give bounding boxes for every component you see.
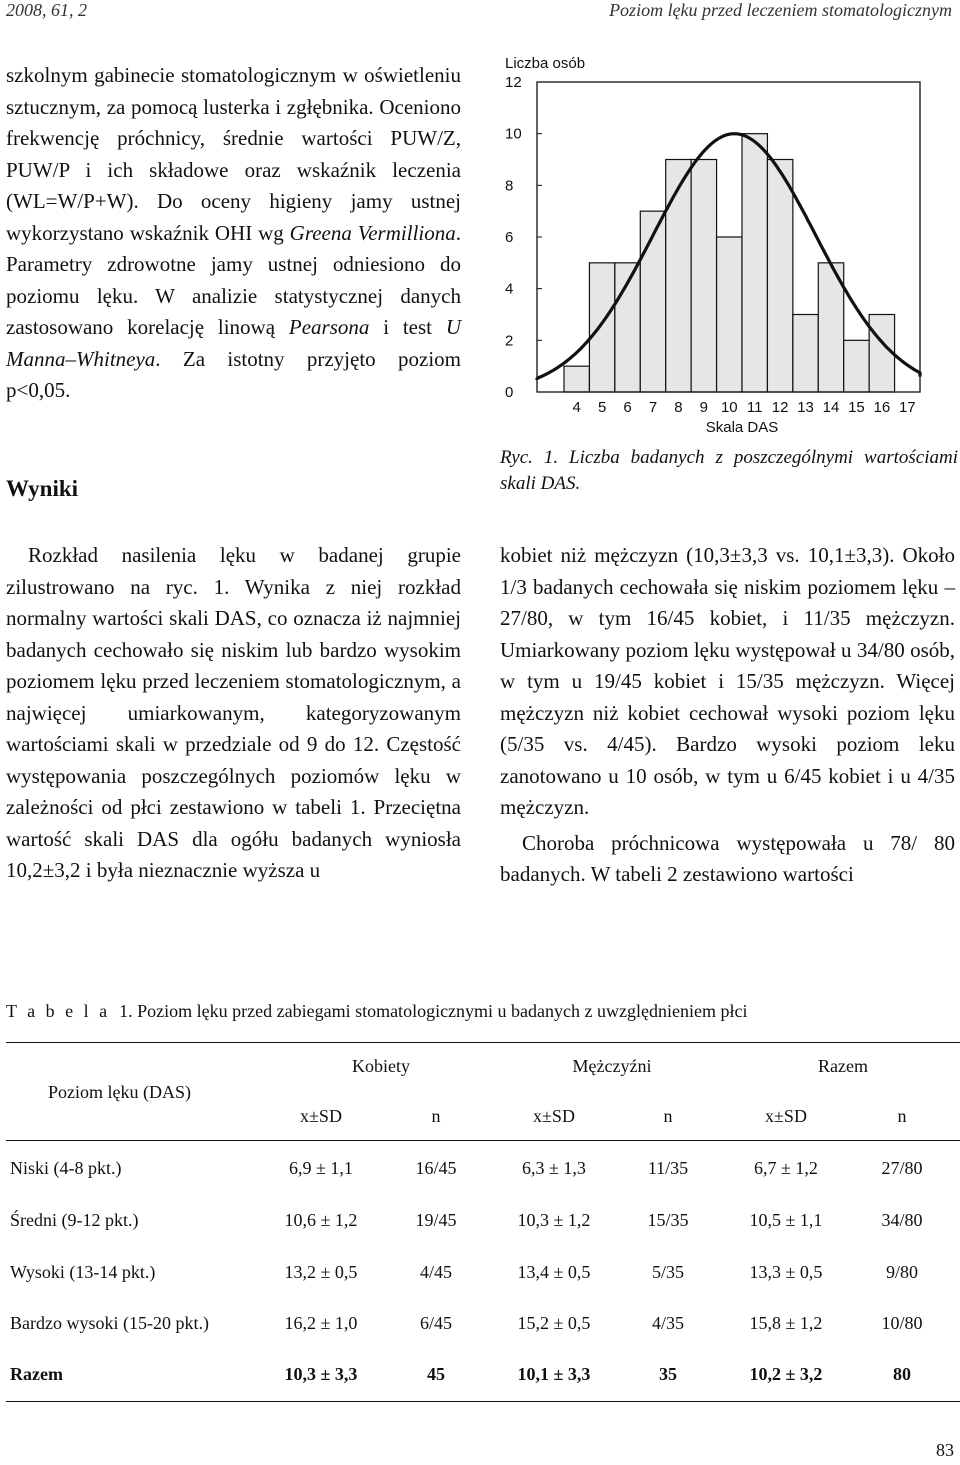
x-tick-label: 14 [822, 399, 840, 416]
table-subheader: n [663, 1106, 673, 1126]
histogram-bar [793, 315, 818, 393]
table-subheader: x±SD [533, 1106, 575, 1126]
figure-caption: Ryc. 1. Liczba badanych z poszczególnymi wartościami skali DAS. [500, 447, 958, 494]
table-number: 1 [119, 1001, 129, 1021]
table-cell: 5/35 [651, 1262, 685, 1282]
x-tick-label: 11 [746, 399, 763, 416]
table-cell: 4/45 [419, 1262, 453, 1282]
table-cell: 15,8 ± 1,2 [749, 1313, 823, 1333]
methods-text-4: . Za istotny przyjęto poziom p<0,05. [6, 346, 461, 402]
table-label: T a b e l a [6, 1001, 111, 1021]
table-cell: 13,3 ± 0,5 [749, 1262, 823, 1282]
running-header-left: 2008, 61, 2 [6, 0, 87, 20]
table-cell: 6,9 ± 1,1 [289, 1158, 353, 1178]
table-cell: 80 [893, 1364, 911, 1384]
y-tick-label: 4 [505, 280, 514, 298]
x-tick-label: 17 [898, 399, 916, 416]
histogram-bar [742, 134, 767, 392]
table-cell: 10/80 [881, 1313, 923, 1333]
y-tick-label: 10 [505, 125, 522, 143]
x-tick-label: 15 [848, 399, 865, 416]
table-cell: 9/80 [885, 1262, 919, 1282]
methods-paragraph [6, 60, 461, 407]
table-subheader: n [897, 1106, 907, 1126]
table-cell: 13,4 ± 0,5 [517, 1262, 591, 1282]
table-row-label: Wysoki (13-14 pkt.) [10, 1262, 156, 1282]
table-cell: 35 [659, 1364, 677, 1384]
table-cell: 27/80 [881, 1158, 923, 1178]
x-tick-label: 5 [597, 399, 607, 416]
table-cell: 10,1 ± 3,3 [517, 1364, 591, 1384]
results-paragraph-left: Rozkład nasilenia lęku w badanej grupie zilustrowano na ryc. 1. Wynika z niej rozkład normalny wartości skali DAS, co oznacza iż najmniej badanych cechowało się niskim lub bardzo wysokim poziomem lęku przed leczeniem stomatologicznym, a najwięcej umiarkowanym, kategoryzowanym wartościami skali w przedziale od 9 do 12. Częstość występowania poszczególnych poziomów lęku w zależności od płci zestawiono w tabeli 1. Przeciętna wartość skali DAS dla ogółu badanych wyniosła 10,2±3,2 i była nieznacznie wyższa u [6, 543, 461, 882]
x-tick-label: 13 [797, 399, 814, 416]
histogram-bar [564, 366, 589, 392]
x-axis-label: Skala DAS [705, 419, 779, 436]
table-subheader: x±SD [300, 1106, 342, 1126]
right-column-bottom [500, 540, 955, 891]
methods-text-1: szkolnym gabinecie stomatologicznym w oświetleniu sztucznym, za pomocą lusterka i zgłębnika. Oceniono frekwencję próchnicy, średnie wartości PUW/Z, PUW/P i ich składowe oraz wskaźnik leczenia (WL=W/P+W). Do oceny higieny jamy ustnej wykorzystano wskaźnik OHI wg [6, 63, 461, 245]
y-tick-label: 6 [505, 229, 514, 246]
table-cell: 19/45 [415, 1210, 457, 1230]
table-cell: 10,6 ± 1,2 [284, 1210, 358, 1230]
table-cell: 10,5 ± 1,1 [749, 1210, 823, 1230]
table-row-label: Bardzo wysoki (15-20 pkt.) [10, 1313, 209, 1333]
page-number: 83 [936, 1440, 954, 1460]
methods-text-3: i test [369, 315, 446, 339]
y-tick-label: 8 [505, 177, 514, 195]
histogram-bar [691, 160, 716, 393]
table-cell: 45 [427, 1364, 445, 1384]
table-row-label: Razem [10, 1364, 63, 1384]
table-group-kobiety: Kobiety [352, 1056, 410, 1076]
table-row-label: Średni (9-12 pkt.) [10, 1210, 139, 1230]
methods-text-2: . Parametry zdrowotne jamy ustnej odniesiono do poziomu lęku. W analizie statystycznej danych zastosowano korelację linową [6, 220, 461, 339]
histogram-bar [717, 237, 742, 392]
table-cell: 15/35 [647, 1210, 689, 1230]
x-tick-label: 9 [699, 399, 709, 416]
table-top-rule [6, 1042, 960, 1043]
histogram-svg [497, 50, 960, 490]
methods-italic-1: Greena Vermilliona [289, 220, 456, 245]
table-cell: 11/35 [647, 1158, 689, 1178]
table-cell: 15,2 ± 0,5 [517, 1313, 591, 1333]
table-group-razem: Razem [818, 1056, 868, 1076]
table-cell: 16/45 [415, 1158, 457, 1178]
x-tick-label: 16 [873, 399, 891, 416]
y-axis-label: Liczba osób [505, 55, 586, 72]
left-column-bottom [6, 540, 461, 887]
table-header-rule [6, 1140, 960, 1141]
table-title [6, 1001, 747, 1022]
table-cell: 10,3 ± 1,2 [517, 1210, 591, 1230]
histogram-bar [767, 160, 792, 393]
table-cell: 34/80 [881, 1210, 923, 1230]
x-tick-label: 12 [771, 399, 789, 416]
methods-italic-3: U Manna–Whitneya [6, 315, 461, 371]
table-cell: 6/45 [419, 1313, 453, 1333]
results-paragraph-right-1: kobiet niż mężczyzn (10,3±3,3 vs. 10,1±3,3). Około 1/3 badanych cechowała się niskim poziomem lęku – 27/80, w tym 16/45 kobiet, i 11/35 mężczyzn. Umiarkowany poziom lęku występował u 34/80 osób, w tym u 19/45 kobiet i 15/35 mężczyzn. Więcej mężczyzn niż kobiet cechował wysoki poziom lęku (5/35 vs. 4/45). Bardzo wysoki poziom leku zanotowano u 10 osób, w tym u 6/45 kobiet i u 4/35 mężczyzn. [500, 543, 955, 819]
figure-1-chart [497, 50, 960, 490]
left-column-top [6, 60, 461, 407]
y-tick-label: 0 [505, 384, 514, 401]
table-group-mezczyzni: Mężczyźni [572, 1056, 652, 1076]
table-row-header: Poziom lęku (DAS) [48, 1082, 191, 1102]
x-tick-label: 10 [720, 399, 738, 416]
table-row-label: Niski (4-8 pkt.) [10, 1158, 122, 1178]
table-bottom-rule [6, 1401, 960, 1402]
y-tick-label: 2 [505, 332, 514, 350]
table-subheader: n [431, 1106, 441, 1126]
table-cell: 6,7 ± 1,2 [754, 1158, 818, 1178]
x-tick-label: 8 [674, 399, 683, 416]
histogram-bar [666, 160, 691, 393]
x-tick-label: 4 [572, 399, 581, 416]
results-paragraph-right-2: Choroba próchnicowa występowała u 78/ 80 badanych. W tabeli 2 zestawiono wartości [500, 830, 955, 886]
table-cell: 10,3 ± 3,3 [284, 1364, 358, 1384]
table-cell: 6,3 ± 1,3 [522, 1158, 586, 1178]
x-tick-label: 7 [648, 399, 658, 416]
table-cell: 10,2 ± 3,2 [749, 1364, 823, 1384]
section-heading-results: Wyniki [6, 476, 79, 501]
table-caption: . Poziom lęku przed zabiegami stomatologicznymi u badanych z uwzględnieniem płci [128, 1001, 748, 1021]
histogram-bar [844, 340, 869, 392]
table-cell: 4/35 [651, 1313, 685, 1333]
table-subheader: x±SD [765, 1106, 807, 1126]
table-cell: 13,2 ± 0,5 [284, 1262, 358, 1282]
running-header-right: Poziom lęku przed leczeniem stomatologicznym [609, 0, 952, 20]
y-tick-label: 12 [505, 74, 522, 91]
x-tick-label: 6 [623, 399, 632, 416]
histogram-bar [589, 263, 614, 392]
table-cell: 16,2 ± 1,0 [284, 1313, 358, 1333]
methods-italic-2: Pearsona [288, 315, 370, 339]
